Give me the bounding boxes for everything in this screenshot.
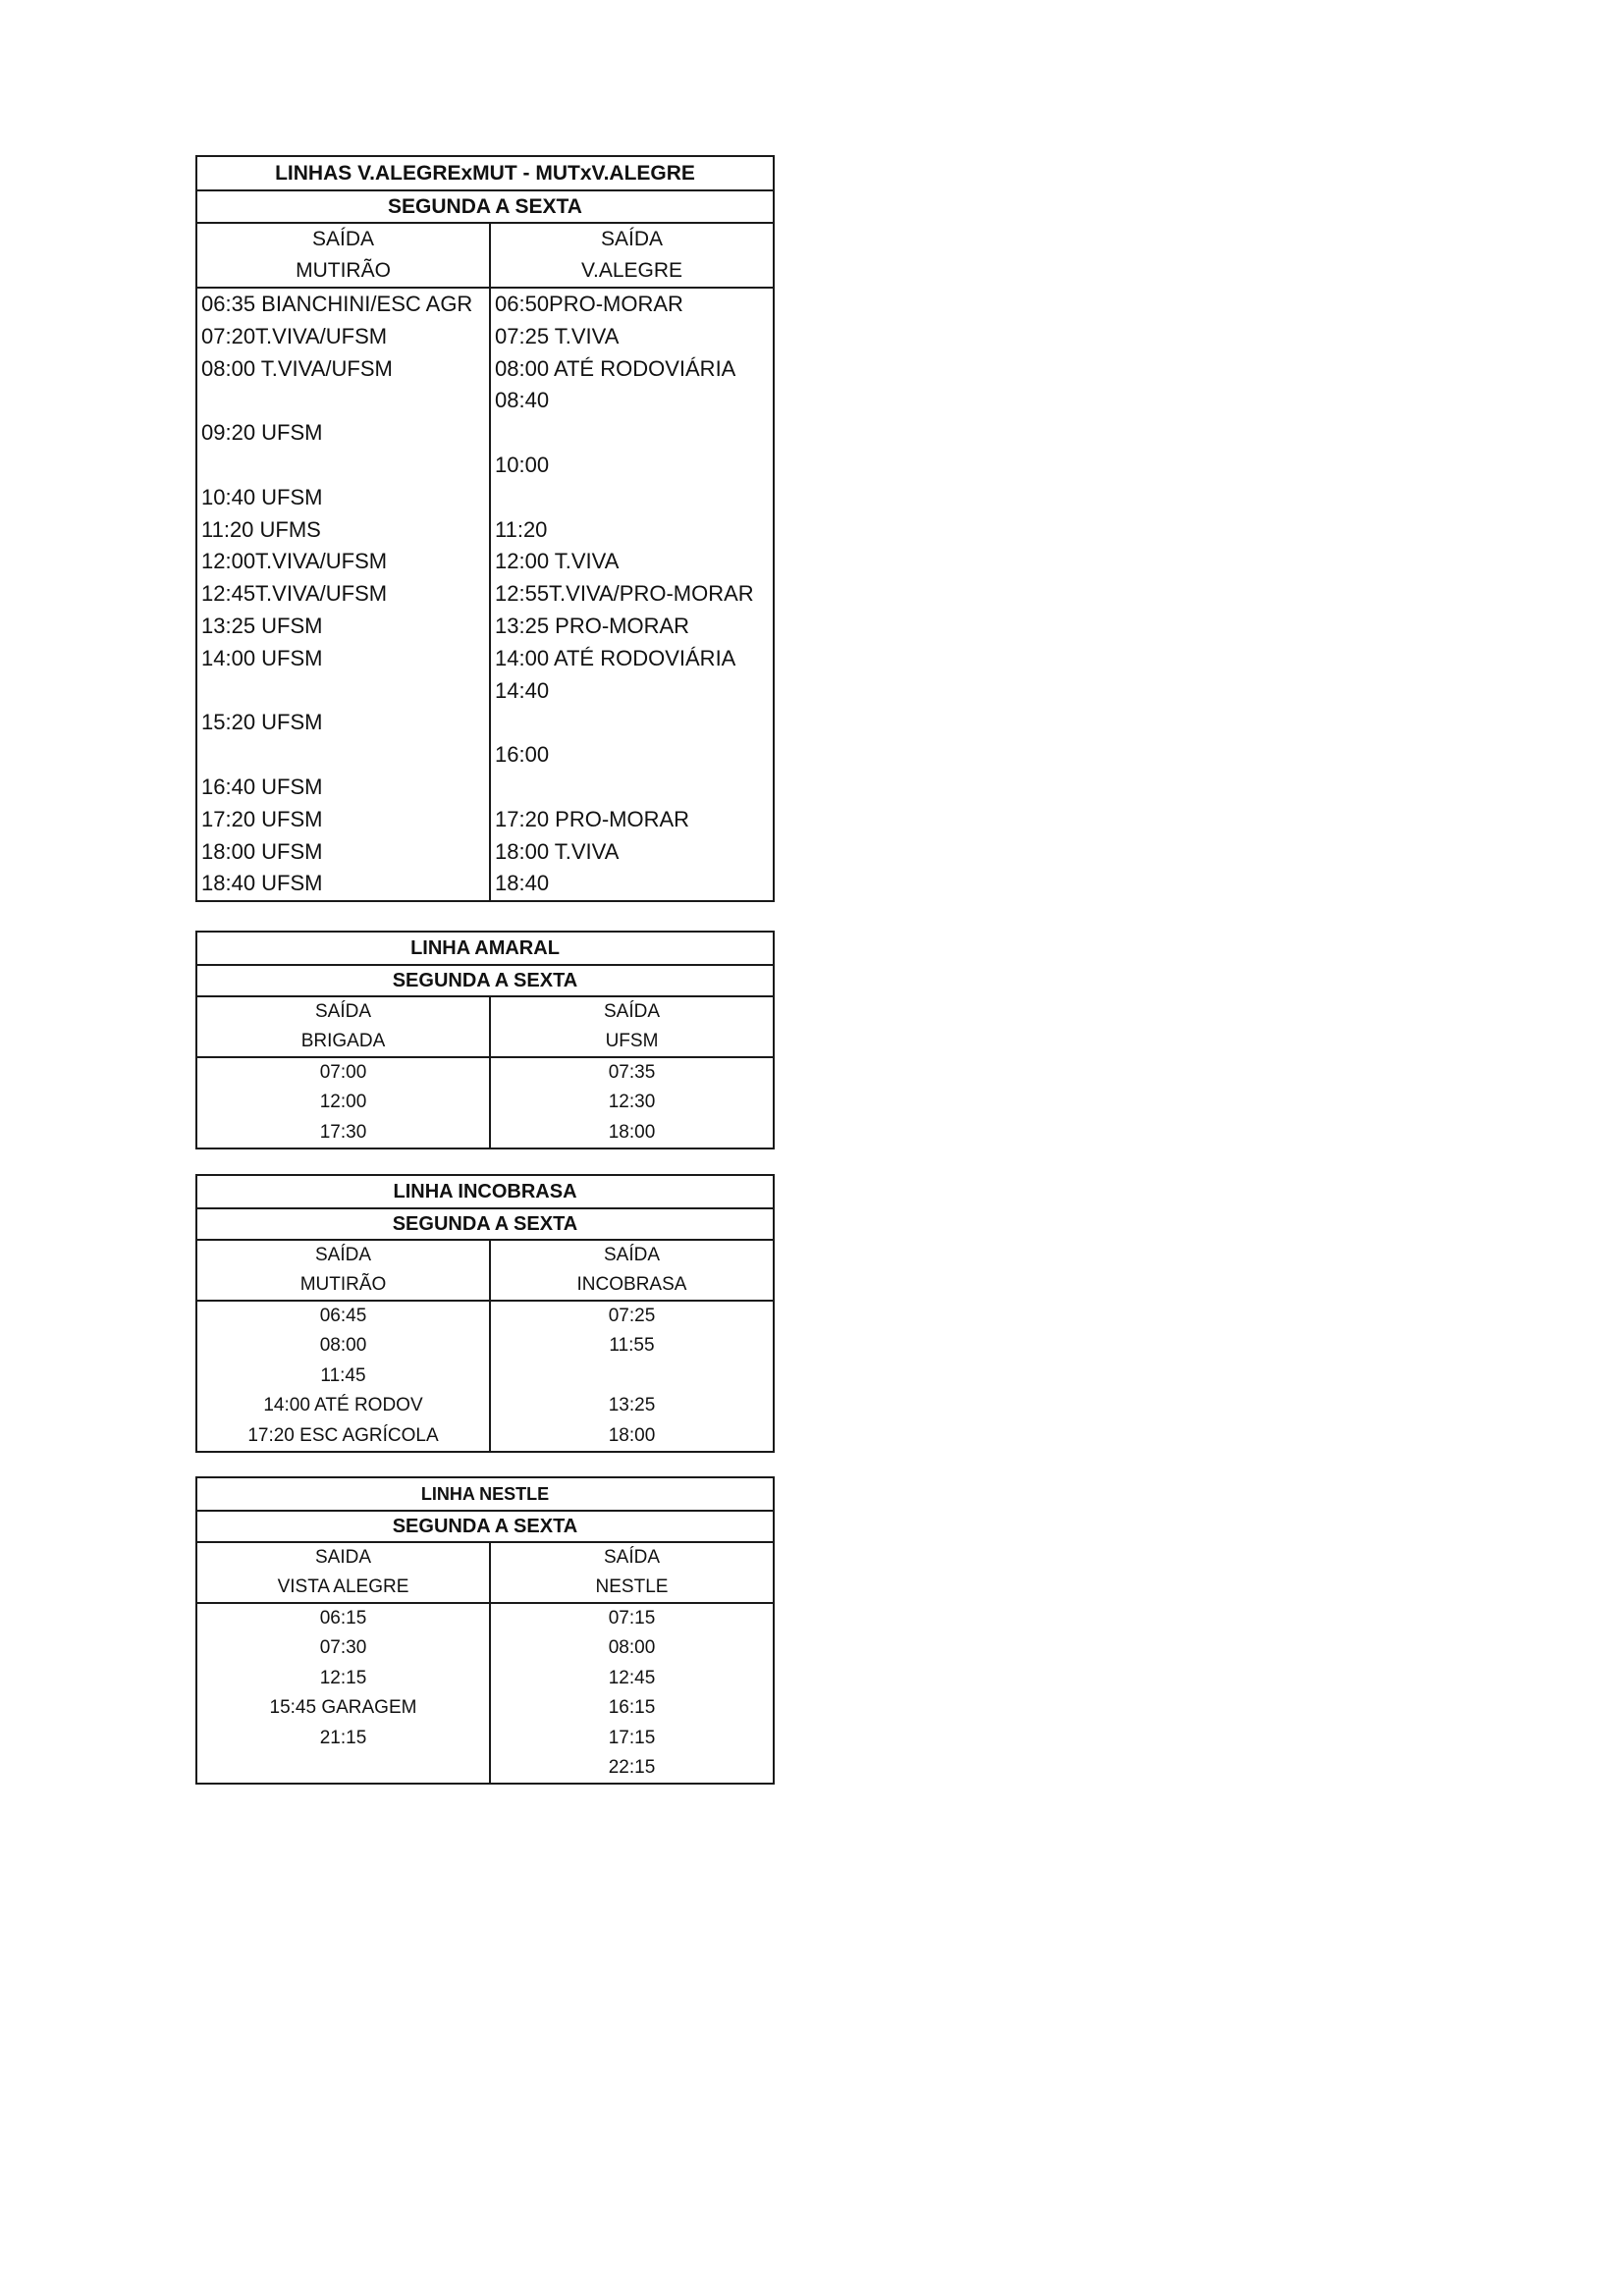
table-cell: 11:55 xyxy=(609,1335,655,1357)
table-cell: 12:00 T.VIVA xyxy=(495,549,620,574)
header-left-line1: SAÍDA xyxy=(314,1001,372,1022)
table-cell: 17:30 xyxy=(319,1121,367,1143)
table-cell: 13:25 xyxy=(608,1395,656,1416)
schedule-table-incobrasa xyxy=(195,1174,775,1453)
table-cell: 12:55T.VIVA/PRO-MORAR xyxy=(495,581,754,607)
header-right-line1: SAÍDA xyxy=(600,228,664,250)
table-cell: 07:25 T.VIVA xyxy=(495,323,620,348)
table-cell xyxy=(491,1362,773,1391)
table-cell xyxy=(197,1753,489,1783)
table-cell: 16:40 UFSM xyxy=(201,774,323,799)
left-column xyxy=(197,1058,491,1148)
header-right-line2: UFSM xyxy=(605,1031,659,1051)
table-cell: 12:30 xyxy=(608,1092,656,1113)
header-right-line1: SAÍDA xyxy=(603,1547,661,1568)
table-header xyxy=(197,1239,773,1300)
table-cell: 10:40 UFSM xyxy=(201,484,323,509)
table-cell: 12:00 xyxy=(319,1092,367,1113)
table-cell: 07:15 xyxy=(608,1608,656,1629)
header-right-line2: NESTLE xyxy=(595,1576,669,1597)
left-column xyxy=(197,1302,491,1451)
table-cell: 17:20 UFSM xyxy=(201,806,323,831)
table-cell: 07:35 xyxy=(608,1062,656,1083)
table-header xyxy=(197,995,773,1056)
table-title: LINHA NESTLE xyxy=(420,1483,550,1504)
table-cell: 12:45 xyxy=(608,1667,656,1688)
table-cell xyxy=(491,707,773,739)
table-cell: 17:20 ESC AGRÍCOLA xyxy=(247,1424,439,1446)
table-cell: 18:00 xyxy=(608,1121,656,1143)
table-cell xyxy=(197,385,489,417)
table-cell: 12:45T.VIVA/UFSM xyxy=(201,581,388,607)
header-left-line2: BRIGADA xyxy=(300,1031,386,1051)
table-cell: 14:00 ATÉ RODOV xyxy=(263,1395,423,1416)
table-cell: 11:20 UFMS xyxy=(201,516,321,542)
table-cell: 11:20 xyxy=(495,516,548,542)
schedule-table-nestle xyxy=(195,1476,775,1785)
table-cell xyxy=(197,675,489,708)
table-days: SEGUNDA A SEXTA xyxy=(197,189,773,222)
table-cell: 06:35 BIANCHINI/ESC AGR xyxy=(201,292,473,316)
table-cell: 22:15 xyxy=(608,1756,656,1778)
table-title: LINHAS V.ALEGRExMUT - MUTxV.ALEGRE xyxy=(275,161,695,185)
right-column xyxy=(491,1302,773,1451)
table-cell: 07:25 xyxy=(608,1306,656,1326)
table-cell: 17:20 PRO-MORAR xyxy=(495,806,690,831)
table-cell: 08:00 xyxy=(319,1335,367,1357)
right-column xyxy=(491,1058,773,1148)
table-cell: 16:00 xyxy=(495,742,550,768)
table-cell: 12:00T.VIVA/UFSM xyxy=(201,549,388,574)
table-cell: 08:00 ATÉ RODOVIÁRIA xyxy=(495,355,736,381)
table-days: SEGUNDA A SEXTA xyxy=(197,1207,773,1239)
table-cell: 21:15 xyxy=(319,1727,367,1748)
table-cell: 16:15 xyxy=(608,1697,656,1719)
table-cell: 07:20T.VIVA/UFSM xyxy=(201,323,388,348)
left-column xyxy=(197,289,491,900)
header-right-line1: SAÍDA xyxy=(603,1245,661,1265)
table-body xyxy=(197,1300,773,1451)
table-title: LINHA AMARAL xyxy=(410,936,560,959)
table-header xyxy=(197,1541,773,1602)
header-left-line1: SAIDA xyxy=(314,1547,372,1568)
table-cell: 06:50PRO-MORAR xyxy=(495,292,683,316)
header-left-line2: MUTIRÃO xyxy=(296,259,391,282)
table-days: SEGUNDA A SEXTA xyxy=(197,1510,773,1541)
table-cell: 13:25 PRO-MORAR xyxy=(495,613,690,638)
table-header xyxy=(197,222,773,287)
table-cell: 07:30 xyxy=(319,1637,367,1659)
table-cell: 18:40 UFSM xyxy=(201,871,323,896)
header-left-line1: SAÍDA xyxy=(314,1245,372,1265)
table-cell: 09:20 UFSM xyxy=(201,420,323,446)
table-cell: 12:15 xyxy=(319,1667,367,1688)
table-cell: 18:40 xyxy=(495,871,550,896)
table-cell xyxy=(491,417,773,450)
table-cell: 06:15 xyxy=(319,1608,367,1629)
table-cell: 07:00 xyxy=(319,1062,367,1083)
table-cell: 10:00 xyxy=(495,452,550,477)
header-left-line2: VISTA ALEGRE xyxy=(277,1576,409,1597)
header-right-line1: SAÍDA xyxy=(603,1001,661,1022)
header-left-line2: MUTIRÃO xyxy=(299,1274,387,1295)
table-cell: 18:00 T.VIVA xyxy=(495,838,620,864)
table-cell: 13:25 UFSM xyxy=(201,613,323,638)
table-body xyxy=(197,1602,773,1783)
table-cell: 11:45 xyxy=(320,1364,366,1386)
table-cell: 18:00 UFSM xyxy=(201,838,323,864)
table-body xyxy=(197,287,773,900)
schedule-table-amaral xyxy=(195,931,775,1149)
table-title: LINHA INCOBRASA xyxy=(393,1180,577,1202)
table-cell: 08:00 T.VIVA/UFSM xyxy=(201,355,393,381)
right-column xyxy=(491,1604,773,1783)
table-days: SEGUNDA A SEXTA xyxy=(197,964,773,995)
header-right-line2: INCOBRASA xyxy=(576,1274,687,1295)
table-cell: 14:00 UFSM xyxy=(201,645,323,670)
table-cell: 15:20 UFSM xyxy=(201,710,323,735)
table-cell: 08:00 xyxy=(608,1637,656,1659)
table-body xyxy=(197,1056,773,1148)
table-cell xyxy=(491,772,773,804)
table-cell xyxy=(197,450,489,482)
table-cell: 18:00 xyxy=(608,1424,656,1446)
table-cell: 08:40 xyxy=(495,388,550,413)
table-cell: 14:40 xyxy=(495,677,550,703)
table-cell xyxy=(491,482,773,514)
table-cell: 15:45 GARAGEM xyxy=(269,1697,417,1719)
left-column xyxy=(197,1604,491,1783)
table-cell: 06:45 xyxy=(319,1306,367,1326)
schedule-table-valegre-mutirao xyxy=(195,155,775,902)
table-cell xyxy=(197,739,489,772)
header-right-line2: V.ALEGRE xyxy=(580,259,683,282)
table-cell: 17:15 xyxy=(608,1727,656,1748)
header-left-line1: SAÍDA xyxy=(311,228,375,250)
table-cell: 14:00 ATÉ RODOVIÁRIA xyxy=(495,645,736,670)
right-column xyxy=(491,289,773,900)
